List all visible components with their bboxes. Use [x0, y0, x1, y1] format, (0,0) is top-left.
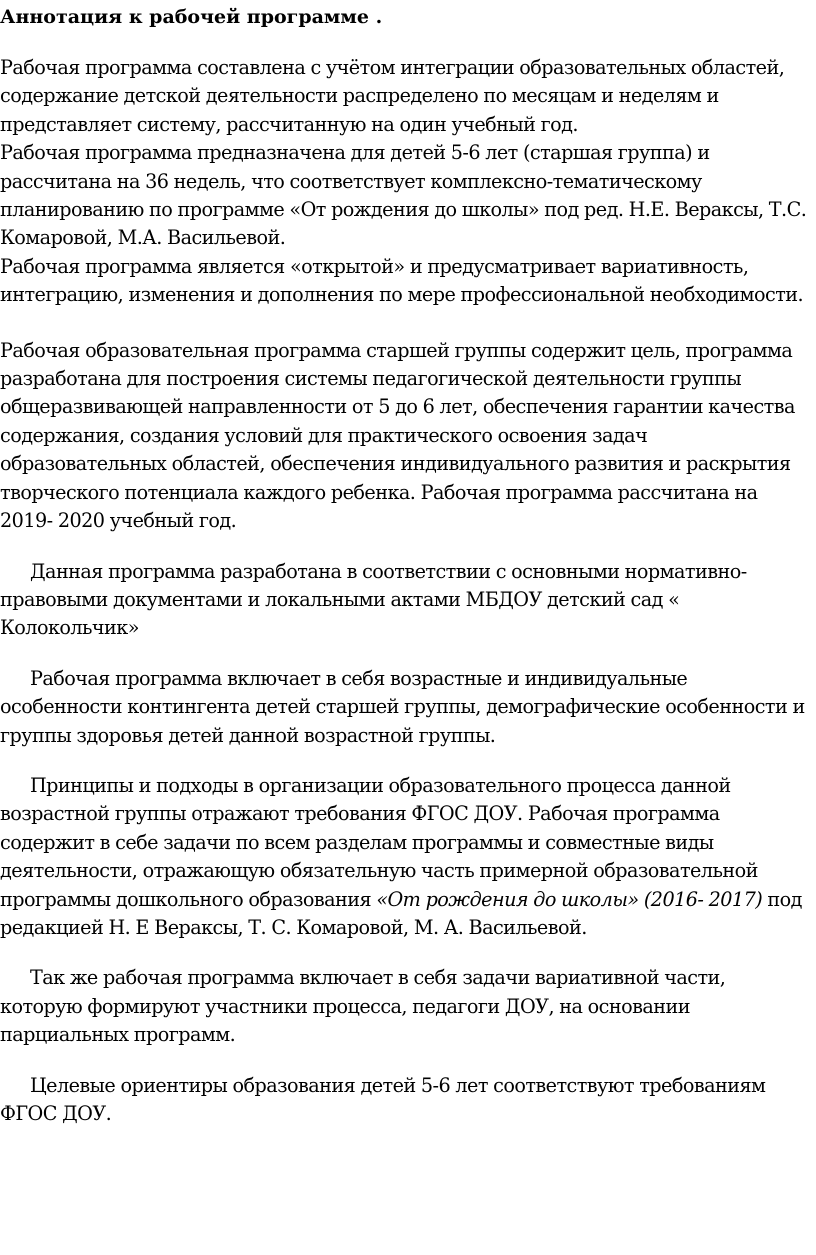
paragraph-targets: Целевые ориентиры образования детей 5-6 лет соответствуют требованиям ФГОС ДОУ.	[0, 1073, 766, 1125]
document-title: Аннотация к рабочей программе .	[0, 6, 383, 28]
paragraph-open-program: Рабочая программа является «открытой» и предусматривает вариативность, интеграцию, изменения и дополнения по мере профессиональной необходимости.	[0, 254, 804, 307]
paragraph-contingent: Рабочая программа включает в себя возрастные и индивидуальные особенности контингента детей старшей группы, демографические особенности и группы здоровья детей данной возрастной группы.	[0, 666, 805, 747]
spacer	[0, 643, 810, 665]
paragraph-principles	[0, 772, 810, 942]
principles-text-before: Принципы и подходы в организации образовательного процесса данной возрастной группы отражают требования ФГОС ДОУ. Рабочая программа содержит в себе задачи по всем разделам программы и совместные виды деятельности, отражающую обязательную часть примерной образовательной программы дошкольного образования	[0, 773, 758, 911]
paragraph-legal-basis: Данная программа разработана в соответствии с основными нормативно-правовыми документами и локальными актами МБДОУ детский сад « Колокольчик»	[0, 559, 747, 640]
spacer	[0, 30, 810, 54]
principles-program-title: «От рождения до школы» (2016- 2017)	[376, 887, 763, 911]
paragraph-target-age: Рабочая программа предназначена для детей 5-6 лет (старшая группа) и рассчитана на 36 недель, что соответствует комплексно-тематическому планированию по программе «От рождения до школы» под ред. Н.Е. Вераксы, Т.С. Комаровой, М.А. Васильевой.	[0, 141, 807, 250]
spacer	[0, 310, 810, 337]
paragraph-goal: Рабочая образовательная программа старшей группы содержит цель, программа разработана для построения системы педагогической деятельности группы общеразвивающей направленности от 5 до 6 лет, обеспечения гарантии качества содержания, создания условий для практического освоения задач образовательных областей, обеспечения индивидуального развития и раскрытия творческого потенциала каждого ребенка. Рабочая программа рассчитана на 2019- 2020 учебный год.	[0, 338, 795, 533]
spacer	[0, 536, 810, 558]
spacer	[0, 942, 810, 964]
paragraph-variative-part: Так же рабочая программа включает в себя задачи вариативной части, которую формируют участники процесса, педагоги ДОУ, на основании парциальных программ.	[0, 966, 726, 1047]
spacer	[0, 1050, 810, 1072]
paragraph-integration: Рабочая программа составлена с учётом интеграции образовательных областей, содержание детской деятельности распределено по месяцам и неделям и представляет систему, рассчитанную на один учебный год.	[0, 56, 785, 136]
principles-text-after: под редакцией Н. Е Вераксы, Т. С. Комаровой, М. А. Васильевой.	[0, 887, 802, 939]
spacer	[0, 750, 810, 772]
